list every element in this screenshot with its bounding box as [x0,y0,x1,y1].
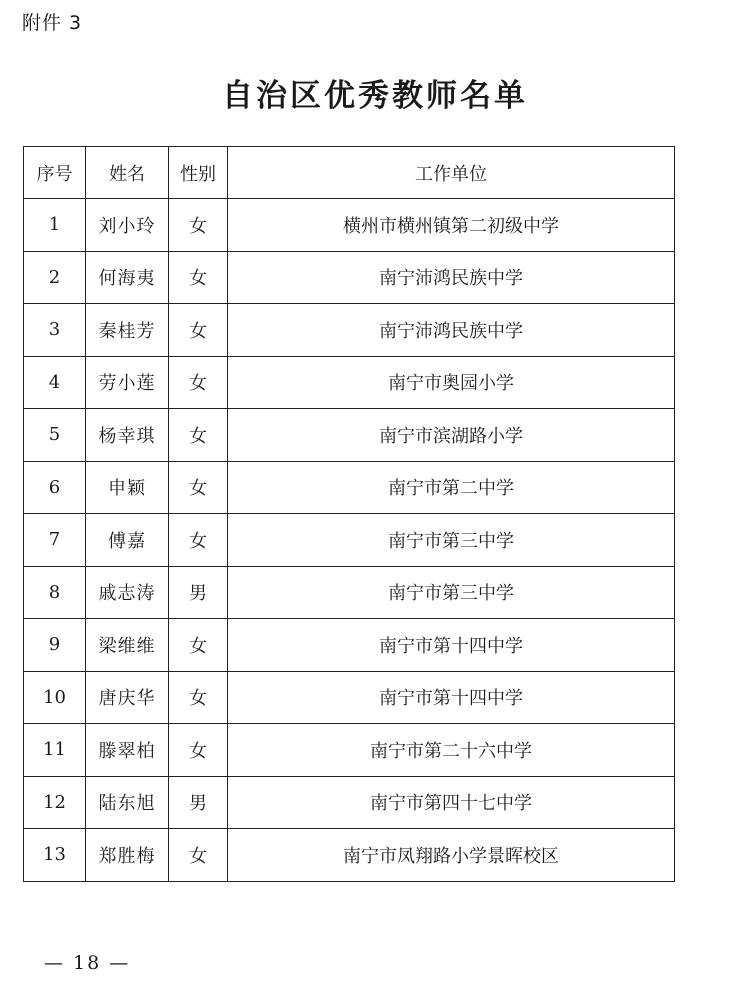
cell-name: 杨幸琪 [86,409,169,462]
cell-number: 9 [24,619,86,672]
cell-name: 唐庆华 [86,671,169,724]
cell-gender: 女 [169,356,228,409]
cell-gender: 女 [169,829,228,882]
cell-number: 12 [24,776,86,829]
table-row [24,776,675,829]
cell-workplace: 南宁市滨湖路小学 [228,409,675,462]
cell-name: 陆东旭 [86,776,169,829]
cell-workplace: 南宁市第二十六中学 [228,724,675,777]
cell-name: 戚志涛 [86,566,169,619]
cell-gender: 女 [169,304,228,357]
table-row [24,566,675,619]
cell-workplace: 南宁沛鸿民族中学 [228,304,675,357]
teacher-roster-table [23,146,675,882]
cell-workplace: 南宁市第十四中学 [228,619,675,672]
cell-workplace: 横州市横州镇第二初级中学 [228,199,675,252]
cell-name: 傅嘉 [86,514,169,567]
cell-gender: 女 [169,671,228,724]
cell-number: 6 [24,461,86,514]
table-row [24,356,675,409]
cell-number: 7 [24,514,86,567]
cell-gender: 男 [169,566,228,619]
cell-name: 秦桂芳 [86,304,169,357]
cell-name: 刘小玲 [86,199,169,252]
cell-workplace: 南宁市凤翔路小学景晖校区 [228,829,675,882]
cell-name: 申颖 [86,461,169,514]
cell-workplace: 南宁市奥园小学 [228,356,675,409]
cell-name: 滕翠柏 [86,724,169,777]
cell-name: 何海夷 [86,251,169,304]
cell-workplace: 南宁市第二中学 [228,461,675,514]
table-row [24,671,675,724]
cell-gender: 女 [169,199,228,252]
cell-number: 8 [24,566,86,619]
table-row [24,251,675,304]
table-body [24,199,675,882]
table-row [24,829,675,882]
cell-gender: 女 [169,461,228,514]
table-row [24,199,675,252]
cell-number: 11 [24,724,86,777]
cell-number: 2 [24,251,86,304]
table-row [24,461,675,514]
column-header-gender: 性别 [169,147,228,199]
table-row [24,619,675,672]
cell-workplace: 南宁市第三中学 [228,566,675,619]
cell-workplace: 南宁市第四十七中学 [228,776,675,829]
cell-name: 梁维维 [86,619,169,672]
cell-workplace: 南宁市第十四中学 [228,671,675,724]
cell-gender: 女 [169,724,228,777]
cell-number: 10 [24,671,86,724]
cell-number: 3 [24,304,86,357]
cell-name: 劳小莲 [86,356,169,409]
cell-workplace: 南宁沛鸿民族中学 [228,251,675,304]
cell-number: 13 [24,829,86,882]
column-header-number: 序号 [24,147,86,199]
page-title: 自治区优秀教师名单 [222,78,528,114]
cell-number: 1 [24,199,86,252]
column-header-workplace: 工作单位 [228,147,675,199]
cell-name: 郑胜梅 [86,829,169,882]
table-row [24,304,675,357]
cell-gender: 女 [169,251,228,304]
table-row [24,409,675,462]
cell-number: 4 [24,356,86,409]
cell-workplace: 南宁市第三中学 [228,514,675,567]
cell-gender: 女 [169,409,228,462]
page-number: — 18 — [44,952,131,974]
cell-gender: 女 [169,619,228,672]
cell-number: 5 [24,409,86,462]
attachment-label: 附件 3 [22,12,83,34]
table-row [24,724,675,777]
table-row [24,514,675,567]
cell-gender: 女 [169,514,228,567]
table-header-row [24,147,675,199]
column-header-name: 姓名 [86,147,169,199]
cell-gender: 男 [169,776,228,829]
